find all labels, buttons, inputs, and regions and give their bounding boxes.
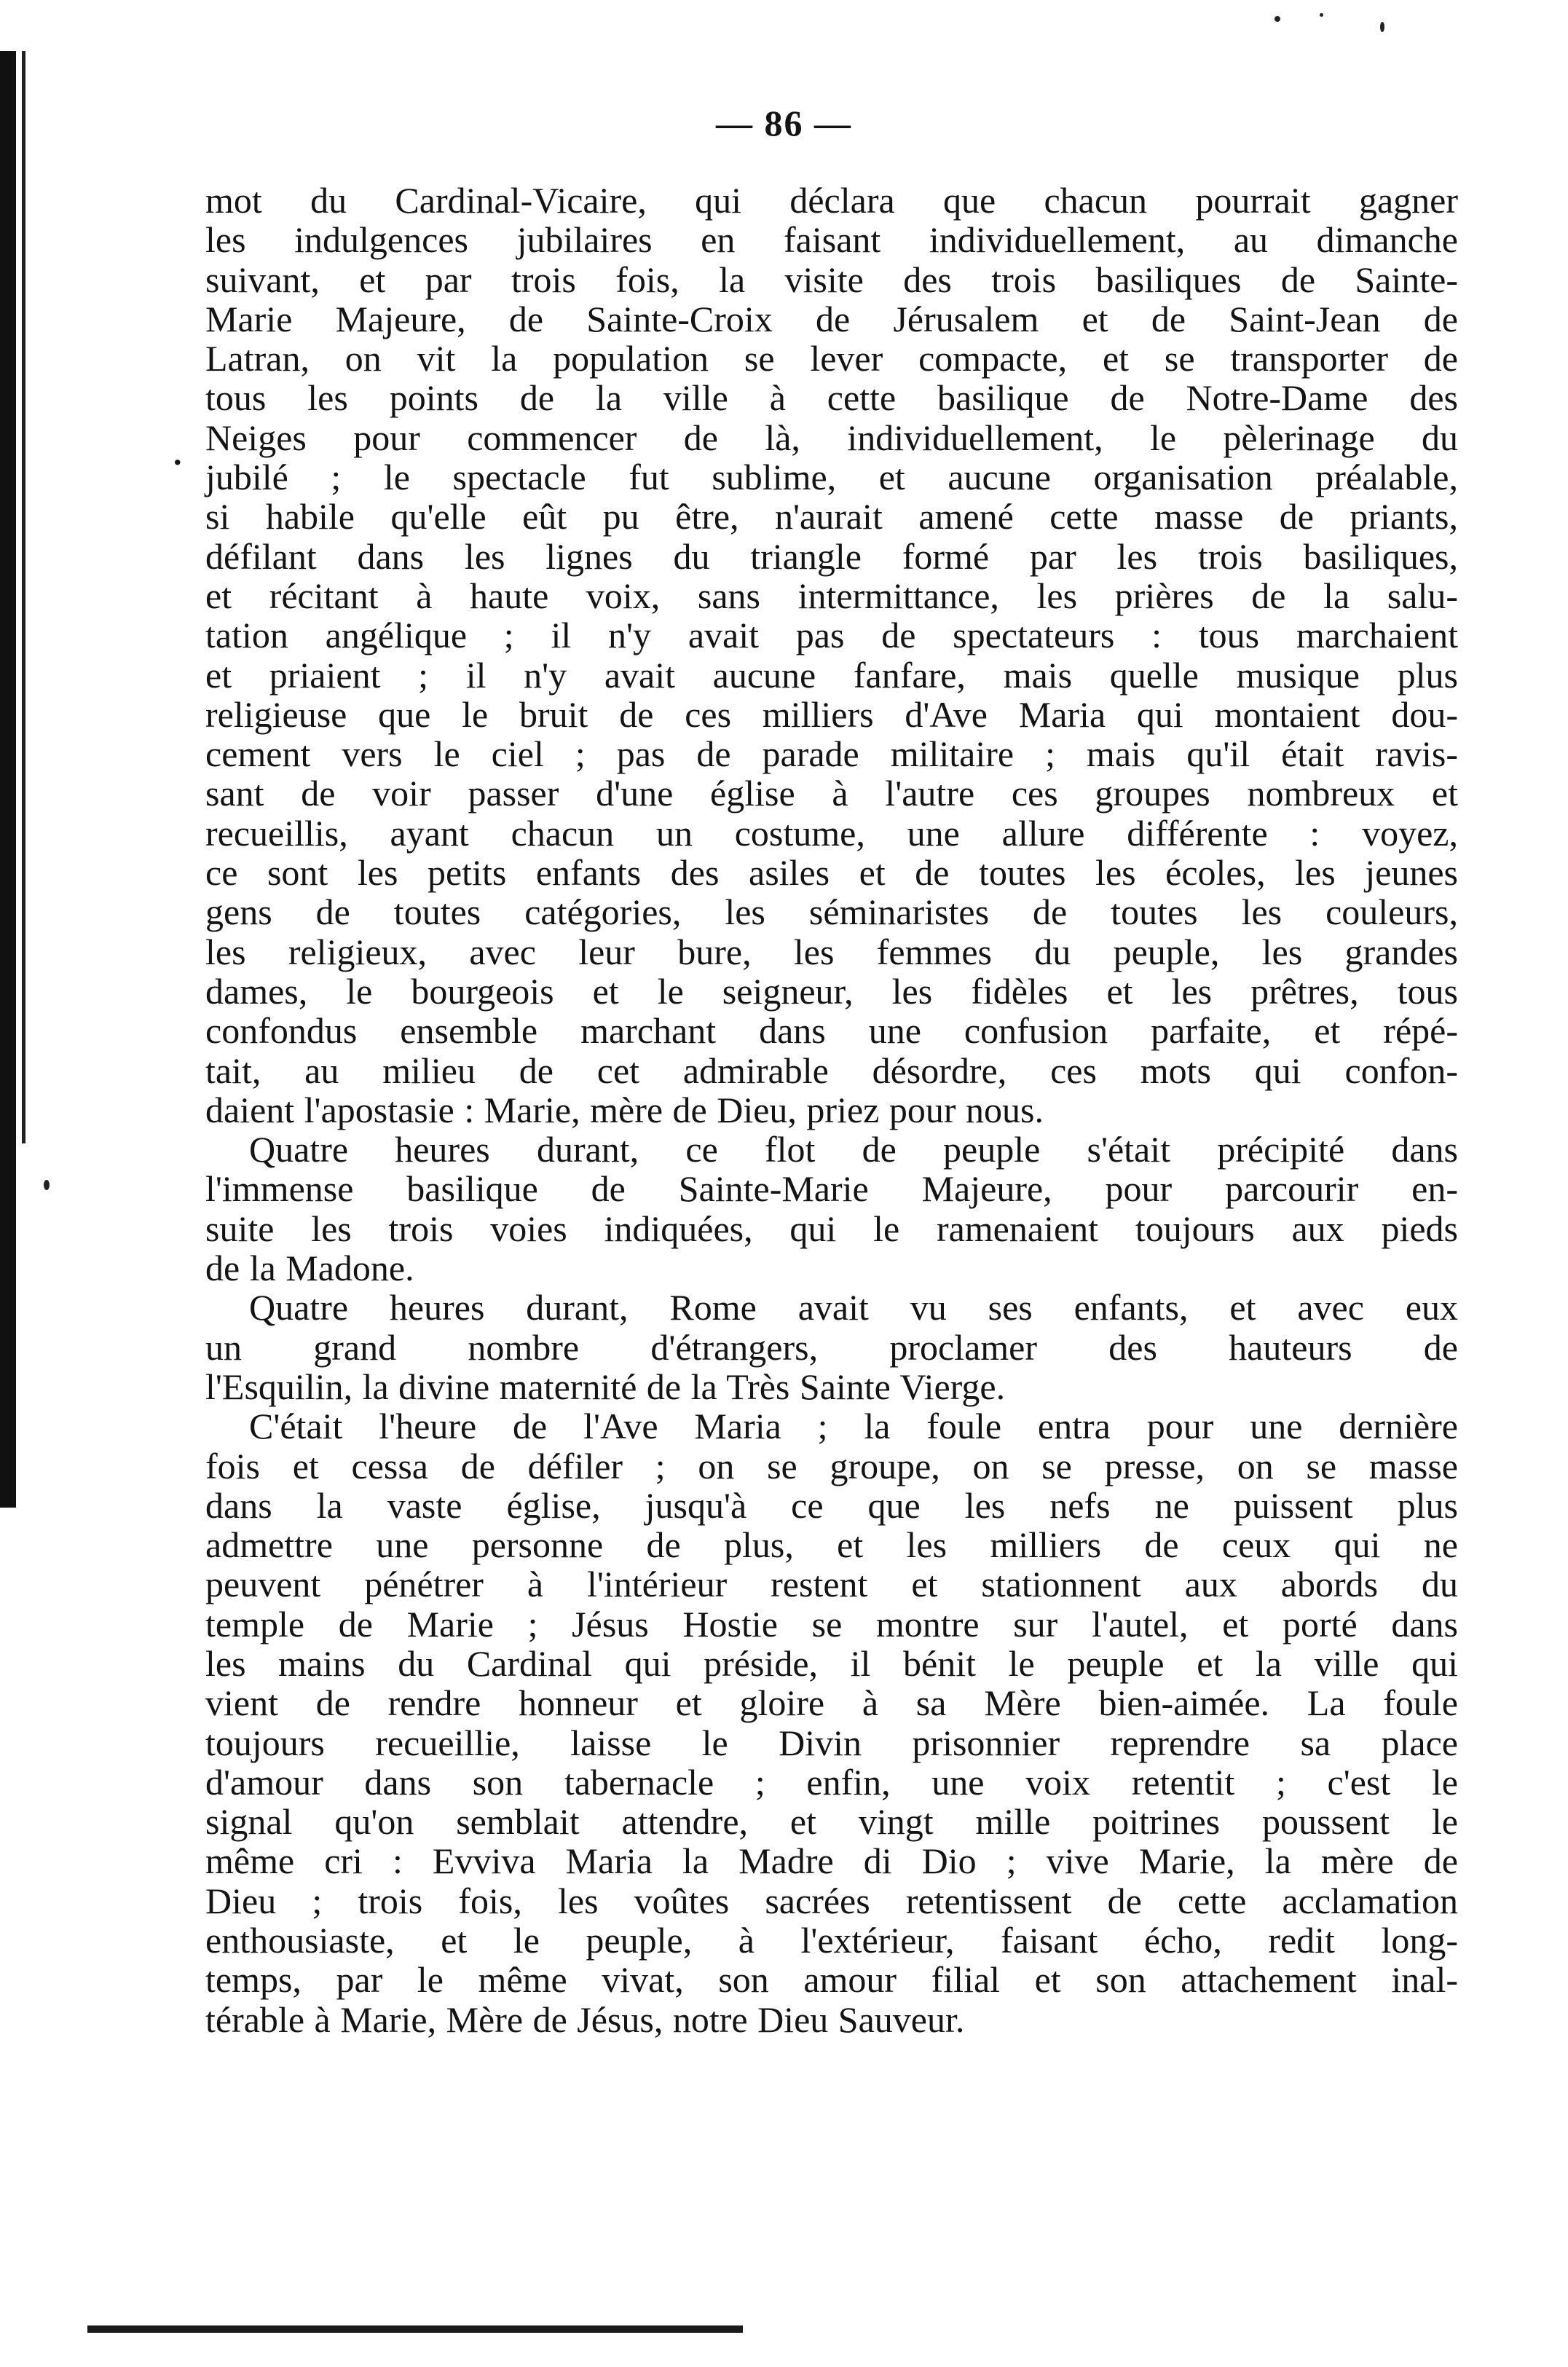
text-line: suivant, et par trois fois, la visite des trois basiliques de Sainte- [205, 259, 1458, 300]
text-line: suite les trois voies indiquées, qui le ramenaient toujours aux pieds [205, 1208, 1458, 1249]
page-number: — 86 — [716, 103, 852, 143]
text-line: confondus ensemble marchant dans une confusion parfaite, et répé- [205, 1010, 1458, 1052]
scan-speck [1275, 16, 1280, 22]
text-line: tait, au milieu de cet admirable désordre, ces mots qui confon- [205, 1049, 1458, 1091]
text-line: un grand nombre d'étrangers, proclamer des hauteurs de [205, 1326, 1458, 1368]
text-line: toujours recueillie, laisse le Divin prisonnier reprendre sa place [205, 1722, 1458, 1763]
text-line: et priaient ; il n'y avait aucune fanfare, mais quelle musique plus [205, 654, 1458, 696]
paragraph [205, 1406, 1458, 2039]
page-body [205, 181, 1458, 2039]
scan-speck [44, 1180, 50, 1190]
text-line: cement vers le ciel ; pas de parade militaire ; mais qu'il était ravis- [205, 733, 1458, 775]
text-line: tation angélique ; il n'y avait pas de spectateurs : tous marchaient [205, 615, 1458, 656]
text-line: si habile qu'elle eût pu être, n'aurait amené cette masse de priants, [205, 496, 1458, 537]
page-bottom-edge [87, 2325, 743, 2333]
text-line: l'Esquilin, la divine maternité de la Très Sainte Vierge. [205, 1366, 1006, 1407]
paragraph [205, 181, 1458, 1130]
text-line: Quatre heures durant, Rome avait vu ses enfants, et avec eux [249, 1287, 1458, 1328]
text-line: Quatre heures durant, ce flot de peuple s'était précipité dans [249, 1129, 1458, 1170]
text-line: sant de voir passer d'une église à l'autre ces groupes nombreux et [205, 773, 1458, 814]
text-line: dans la vaste église, jusqu'à ce que les nefs ne puissent plus [205, 1484, 1458, 1526]
paragraph [205, 1130, 1458, 1288]
text-line: temple de Marie ; Jésus Hostie se montre sur l'autel, et porté dans [205, 1603, 1458, 1645]
text-line: C'était l'heure de l'Ave Maria ; la foule entra pour une dernière [249, 1406, 1458, 1447]
text-line: et récitant à haute voix, sans intermittance, les prières de la salu- [205, 575, 1458, 616]
binding-edge-line [22, 51, 25, 1143]
text-line: les mains du Cardinal qui préside, il bénit le peuple et la ville qui [205, 1642, 1458, 1684]
margin-dot: . [173, 435, 182, 472]
text-line: admettre une personne de plus, et les milliers de ceux qui ne [205, 1524, 1458, 1566]
text-line: Latran, on vit la population se lever compacte, et se transporter de [205, 338, 1458, 379]
paragraph [205, 1288, 1458, 1406]
text-line: signal qu'on semblait attendre, et vingt mille poitrines poussent le [205, 1801, 1458, 1843]
text-line: jubilé ; le spectacle fut sublime, et aucune organisation préalable, [205, 457, 1458, 498]
text-line: même cri : Evviva Maria la Madre di Dio ; vive Marie, la mère de [205, 1840, 1458, 1882]
text-line: térable à Marie, Mère de Jésus, notre Dieu Sauveur. [205, 1998, 965, 2040]
text-line: religieuse que le bruit de ces milliers d'Ave Maria qui montaient dou- [205, 693, 1458, 735]
text-line: les indulgences jubilaires en faisant individuellement, au dimanche [205, 219, 1458, 261]
text-line: daient l'apostasie : Marie, mère de Dieu, priez pour nous. [205, 1089, 1044, 1130]
text-line: d'amour dans son tabernacle ; enfin, une voix retentit ; c'est le [205, 1761, 1458, 1803]
text-line: peuvent pénétrer à l'intérieur restent et stationnent aux abords du [205, 1564, 1458, 1605]
scan-speck [1320, 13, 1323, 17]
text-line: ce sont les petits enfants des asiles et de toutes les écoles, les jeunes [205, 852, 1458, 894]
text-line: Marie Majeure, de Sainte-Croix de Jérusalem et de Saint-Jean de [205, 298, 1458, 339]
text-line: dames, le bourgeois et le seigneur, les fidèles et les prêtres, tous [205, 970, 1458, 1012]
text-line: vient de rendre honneur et gloire à sa Mère bien-aimée. La foule [205, 1682, 1458, 1724]
binding-edge [0, 51, 16, 1508]
text-line: de la Madone. [205, 1248, 414, 1289]
text-line: fois et cessa de défiler ; on se groupe, on se presse, on se masse [205, 1445, 1458, 1486]
text-line: défilant dans les lignes du triangle formé par les trois basiliques, [205, 535, 1458, 577]
text-line: temps, par le même vivat, son amour filial et son attachement inal- [205, 1959, 1458, 2001]
text-line: recueillis, ayant chacun un costume, une allure différente : voyez, [205, 812, 1458, 854]
text-line: Neiges pour commencer de là, individuellement, le pèlerinage du [205, 417, 1458, 458]
text-line: tous les points de la ville à cette basilique de Notre-Dame des [205, 377, 1458, 419]
text-line: enthousiaste, et le peuple, à l'extérieur, faisant écho, redit long- [205, 1920, 1458, 1961]
text-line: gens de toutes catégories, les séminaristes de toutes les couleurs, [205, 891, 1458, 933]
text-line: l'immense basilique de Sainte-Marie Majeure, pour parcourir en- [205, 1168, 1458, 1210]
scan-speck [1380, 22, 1384, 32]
text-line: Dieu ; trois fois, les voûtes sacrées retentissent de cette acclamation [205, 1880, 1458, 1921]
text-line: les religieux, avec leur bure, les femmes du peuple, les grandes [205, 931, 1458, 972]
text-line: mot du Cardinal-Vicaire, qui déclara que chacun pourrait gagner [205, 180, 1458, 221]
